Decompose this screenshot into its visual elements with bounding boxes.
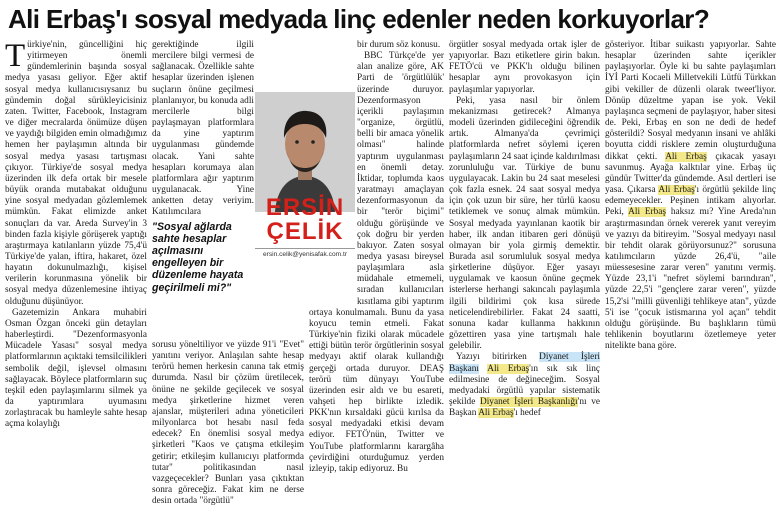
paragraph: bir durum söz konusu. xyxy=(357,40,441,50)
paragraph-text: ürkiye'nin, güncelliğini hiç yitirmeyen önemli gündemlerinin başında sosyal medya yasası geliyor. Eğer aktif sosyal medya kullanıcısıysanız bu gündemin doğal sürükleyicisiniz zaten. Twitter, Facebook, Instagram ve diğer mecralarda önümüze düşen ve yaydığı bilgiden emin olmadığımız hemen her paylaşımın altında bir sosyal medya yasası tartışması çıkıyor. Türkiye'de sosyal medya üzerinden ilk defa ortak bir mesele büyük oranda mutabakat olduğunu yine sosyal medyadan gözlemlemek mümkün. Fakat elimizde anket sonuçları da var. Areda Survey'in 3 binden fazla kişiyle görüşerek yaptığı araştırmaya katılanların yüzde 75,4'ü Türkiye'de yalan, iftira, hakaret, özel hayatın dokunulmazlığı, kişisel verilerin korunmasına yönelik bir sosyal medya düzenlemesine ihtiyaç olduğunu düşünüyor. xyxy=(5,40,148,307)
highlight-name: Ali Erbaş xyxy=(487,363,530,374)
paragraph-text xyxy=(479,364,487,374)
highlight-name: Ali Erbaş xyxy=(665,151,707,162)
paragraph-text: gösteriyor. İtibar suikastı yapıyorlar. Sahte hesaplar üzerinden sahte içerikler paylaşıyorlar. Öyle ki bu sahte paylaşımları İYİ Parti Kocaeli Milletvekili Lütfü Türkkan gibi vekiller de düzenli olarak tweet'liyor. Dönüp düzeltme yapan ise yok. Vekil paylaşınca seçmeni de paylaşıyor, haber sitesi de. Peki, Erbaş en son ne dedi de hedef gösterildi? Sosyal medyanın insani ve ahlâki boyutta ciddi risklere zemin oluşturduğuna dikkat çekti. xyxy=(605,40,776,162)
paragraph-text: 'ı örgütlü şekilde linç edemeyecekler. Peşinen intikam alıyorlar. Peki, xyxy=(605,185,776,218)
author-last-name: ÇELİK xyxy=(266,218,344,245)
highlight-name: Ali Erbaş xyxy=(658,185,695,196)
highlight-name: Ali Erbaş xyxy=(628,207,667,218)
highlight-term: Diyanet İşleri Başkanı xyxy=(449,352,600,374)
paragraph-text: 'nı ve Başkan xyxy=(449,397,600,419)
paragraph-text: çıkacak yasayı savunmuş. Ayağa kalktılar yine. Erbaş üç gündür Twitter'da gündemde. Asıl dertleri ise yasa. Çıkarsa xyxy=(605,151,777,196)
paragraph-text: Yazıyı bitirirken xyxy=(456,352,540,363)
column-1 xyxy=(5,40,147,492)
paragraph-text: 'ın sık sık linç edilmesine de değineceğim. Sosyal medyadaki örgütlü yapılar sistematik şekilde xyxy=(449,363,600,407)
paragraph xyxy=(605,40,776,352)
author-email: ersin.celik@yenisafak.com.tr xyxy=(255,248,355,258)
paragraph: sorusu yöneltiliyor ve yüzde 91'i "Evet" yanıtını veriyor. Anlaşılan sahte hesap terörü hemen herkesin canına tak etmiş durumda. Nasıl bir çözüm üretilecek, önüne ne şekilde geçilecek ve sosyal medya şirketlerine hizmet veren ajanslar, müşterileri adına yöneticileri milyonlarca bot hesabı nasıl feda edecek? En önemlisi sosyal medya şirketleri "Kaos ve çatışma etkileşim getirir; etkileşim kullanıcıyı platformda tutar" politikasından nasıl vazgeçecekler? Bunları yasa çıktıktan sonra göreceğiz. Fakat kim ne derse desin ortada "örgütlü" xyxy=(152,340,304,507)
headline: Ali Erbaş'ı sosyal medyada linç edenler neden korkuyorlar? xyxy=(8,4,710,34)
paragraph-intro xyxy=(5,40,147,308)
highlight-term: Diyanet İşleri Başkanlığı xyxy=(480,397,578,407)
column-5 xyxy=(605,40,776,492)
paragraph: örgütler sosyal medyada ortak işler de yapıyorlar. Bazı etiketlere girin bakın. FETÖ'cü ve PKK'lı olduğu bilinen hesaplar aynı provokasyon için paylaşımlar yapıyorlar. xyxy=(449,40,600,95)
paragraph: Peki, yasa nasıl bir önlem mekanizması getirecek? Almanya modeli üzerinden gidileceğini öğrendik artık. Almanya'da çevrimiçi platformlarda nefret söylemi içeren paylaşımların 24 saat içinde kaldırılması zorunluluğu var. Türkiye de bunu uygulayacak. Lakin bu 24 saat meselesi çok fazla esnek. 24 saat sosyal medya için çok uzun bir süre, her türlü kaosu tetiklemek ve sonuç almak mümkün. Sosyal medyada yayınlanan kaotik bir haber, ilk andan itibaren geri dönüşü olmayan bir yola girmiş demektir. Burada asıl sorumluluk sosyal medya şirketlerine düşüyor. Eğer yasayı uygulamak ve kaosun önüne geçmek isterlerse herhangi sakıncalı paylaşımla ilgili bildirimi çok kısa sürede neticelendirebilirler. Fakat 24 saatti, sonuna kadar kullanma hakkının gözettiren yasa yine tartışmalı hale gelebilir. xyxy=(449,95,600,352)
author-name xyxy=(255,196,355,244)
pull-quote: "Sosyal ağlarda sahte hesaplar açılmasını engelleyen bir düzenleme hayata geçirilmeli mi?" xyxy=(152,220,244,294)
paragraph-text: 'ı hedef xyxy=(513,408,541,419)
paragraph: gerektiğinde ilgili mercilere bilgi vermesi de sağlanacak. Özellikle sahte hesaplar üzerinden işlenen suçların önüne geçilmesi planlanıyor, bu konuda adli mercilerle bilgi paylaşmayan platformlara da yine yaptırım uygulanması gündemde olacak. Yani sahte hesapları korumaya alan platformlara ağır yaptırım uygulanacak. Yine anketten detay veriyim. Katılımcılara xyxy=(152,40,254,218)
paragraph xyxy=(449,352,600,419)
paragraph: Gazetemizin Ankara muhabiri Osman Özgan önceki gün detayları haberleştirdi. "Dezenformasyonla Mücadele Yasası" sosyal medya platformlarının açıktaki temsilcilikleri sembolik değil, işlevsel olmasını sağlayacak. Böylece platformların suç teşkil eden paylaşımlarını silmek ya da yaptırımlara uyumasını zorlaştıracak bu hamleyle sahte hesap açma kolaylığı xyxy=(5,307,147,430)
column-4 xyxy=(449,40,600,492)
author-first-name: ERSİN xyxy=(265,194,345,221)
highlight-name: Ali Erbaş xyxy=(478,408,514,419)
paragraph-text: BBC Türkçe'de yer alan analize göre, AK Parti de 'örgütlülük' üzerinde duruyor. Dezenformasyon içerikli paylaşımın "organize, örgütlü, belli bir amaca yönelik olması" halinde yaptırım uygulanması en önemli detay. İktidar, toplumda kaos yaratmayı amaçlayan dezenformasyonun da bir "terör biçimi" olduğu görüşünde ve çok doğru bir yerden bakıyor. Zaten sosyal medya yasası bireysel paylaşımlara asla müdahale etmemeli, sıradan kullanıcıları kısıtlama gibi yaptırım ortaya konulmamalı. Bunu da yasa koyucu temin etmeli. Fakat Türkiye'nin fiziki olarak mücadele ettiği bütün terör örgütlerinin sosyal medyayı aktif olarak kullandığı gerçeği ortada duruyor. DEAŞ terörü tüm dünyayı YouTube üzerinden esir aldı ve bu esareti, vahşeti hep birlikte izledik. PKK'nın kırsaldaki gücü kırılsa da sosyal medyadaki etkisi devam ediyor. FETÖ'nün, Twitter ve YouTube platformlarını karargâha çevirdiğini oturduğumuz yerden izleyip, takip ediyoruz. Bu xyxy=(309,51,444,474)
drop-cap: T xyxy=(5,38,26,74)
paragraph-text: haksız mı? Yine Areda'nın araştırmasından örnek vererek yanıt vereyim ve yazıyı da bitireyim. "Sosyal medyayı nasıl bir tehdit olarak görüyorsunuz?" sorusuna katılımcıların yüzde 26,4'ü, "aile müessesesine zarar veren" yanıtını vermiş. Yüzde 23,1'i "nefret söylemi barındıran", yüzde 22,5'i "gençlere zarar veren", yüzde 15,2'si "milli güvenliği tehlikeye atan", yüzde 5'i ise "çocuk istismarına yol açan" tehdit olduğu görüşünde. Bu başlıkların tümü tehlikenin boyutlarını özetlemeye yeter nitelikte bana göre. xyxy=(605,207,776,352)
author-block xyxy=(255,92,355,270)
